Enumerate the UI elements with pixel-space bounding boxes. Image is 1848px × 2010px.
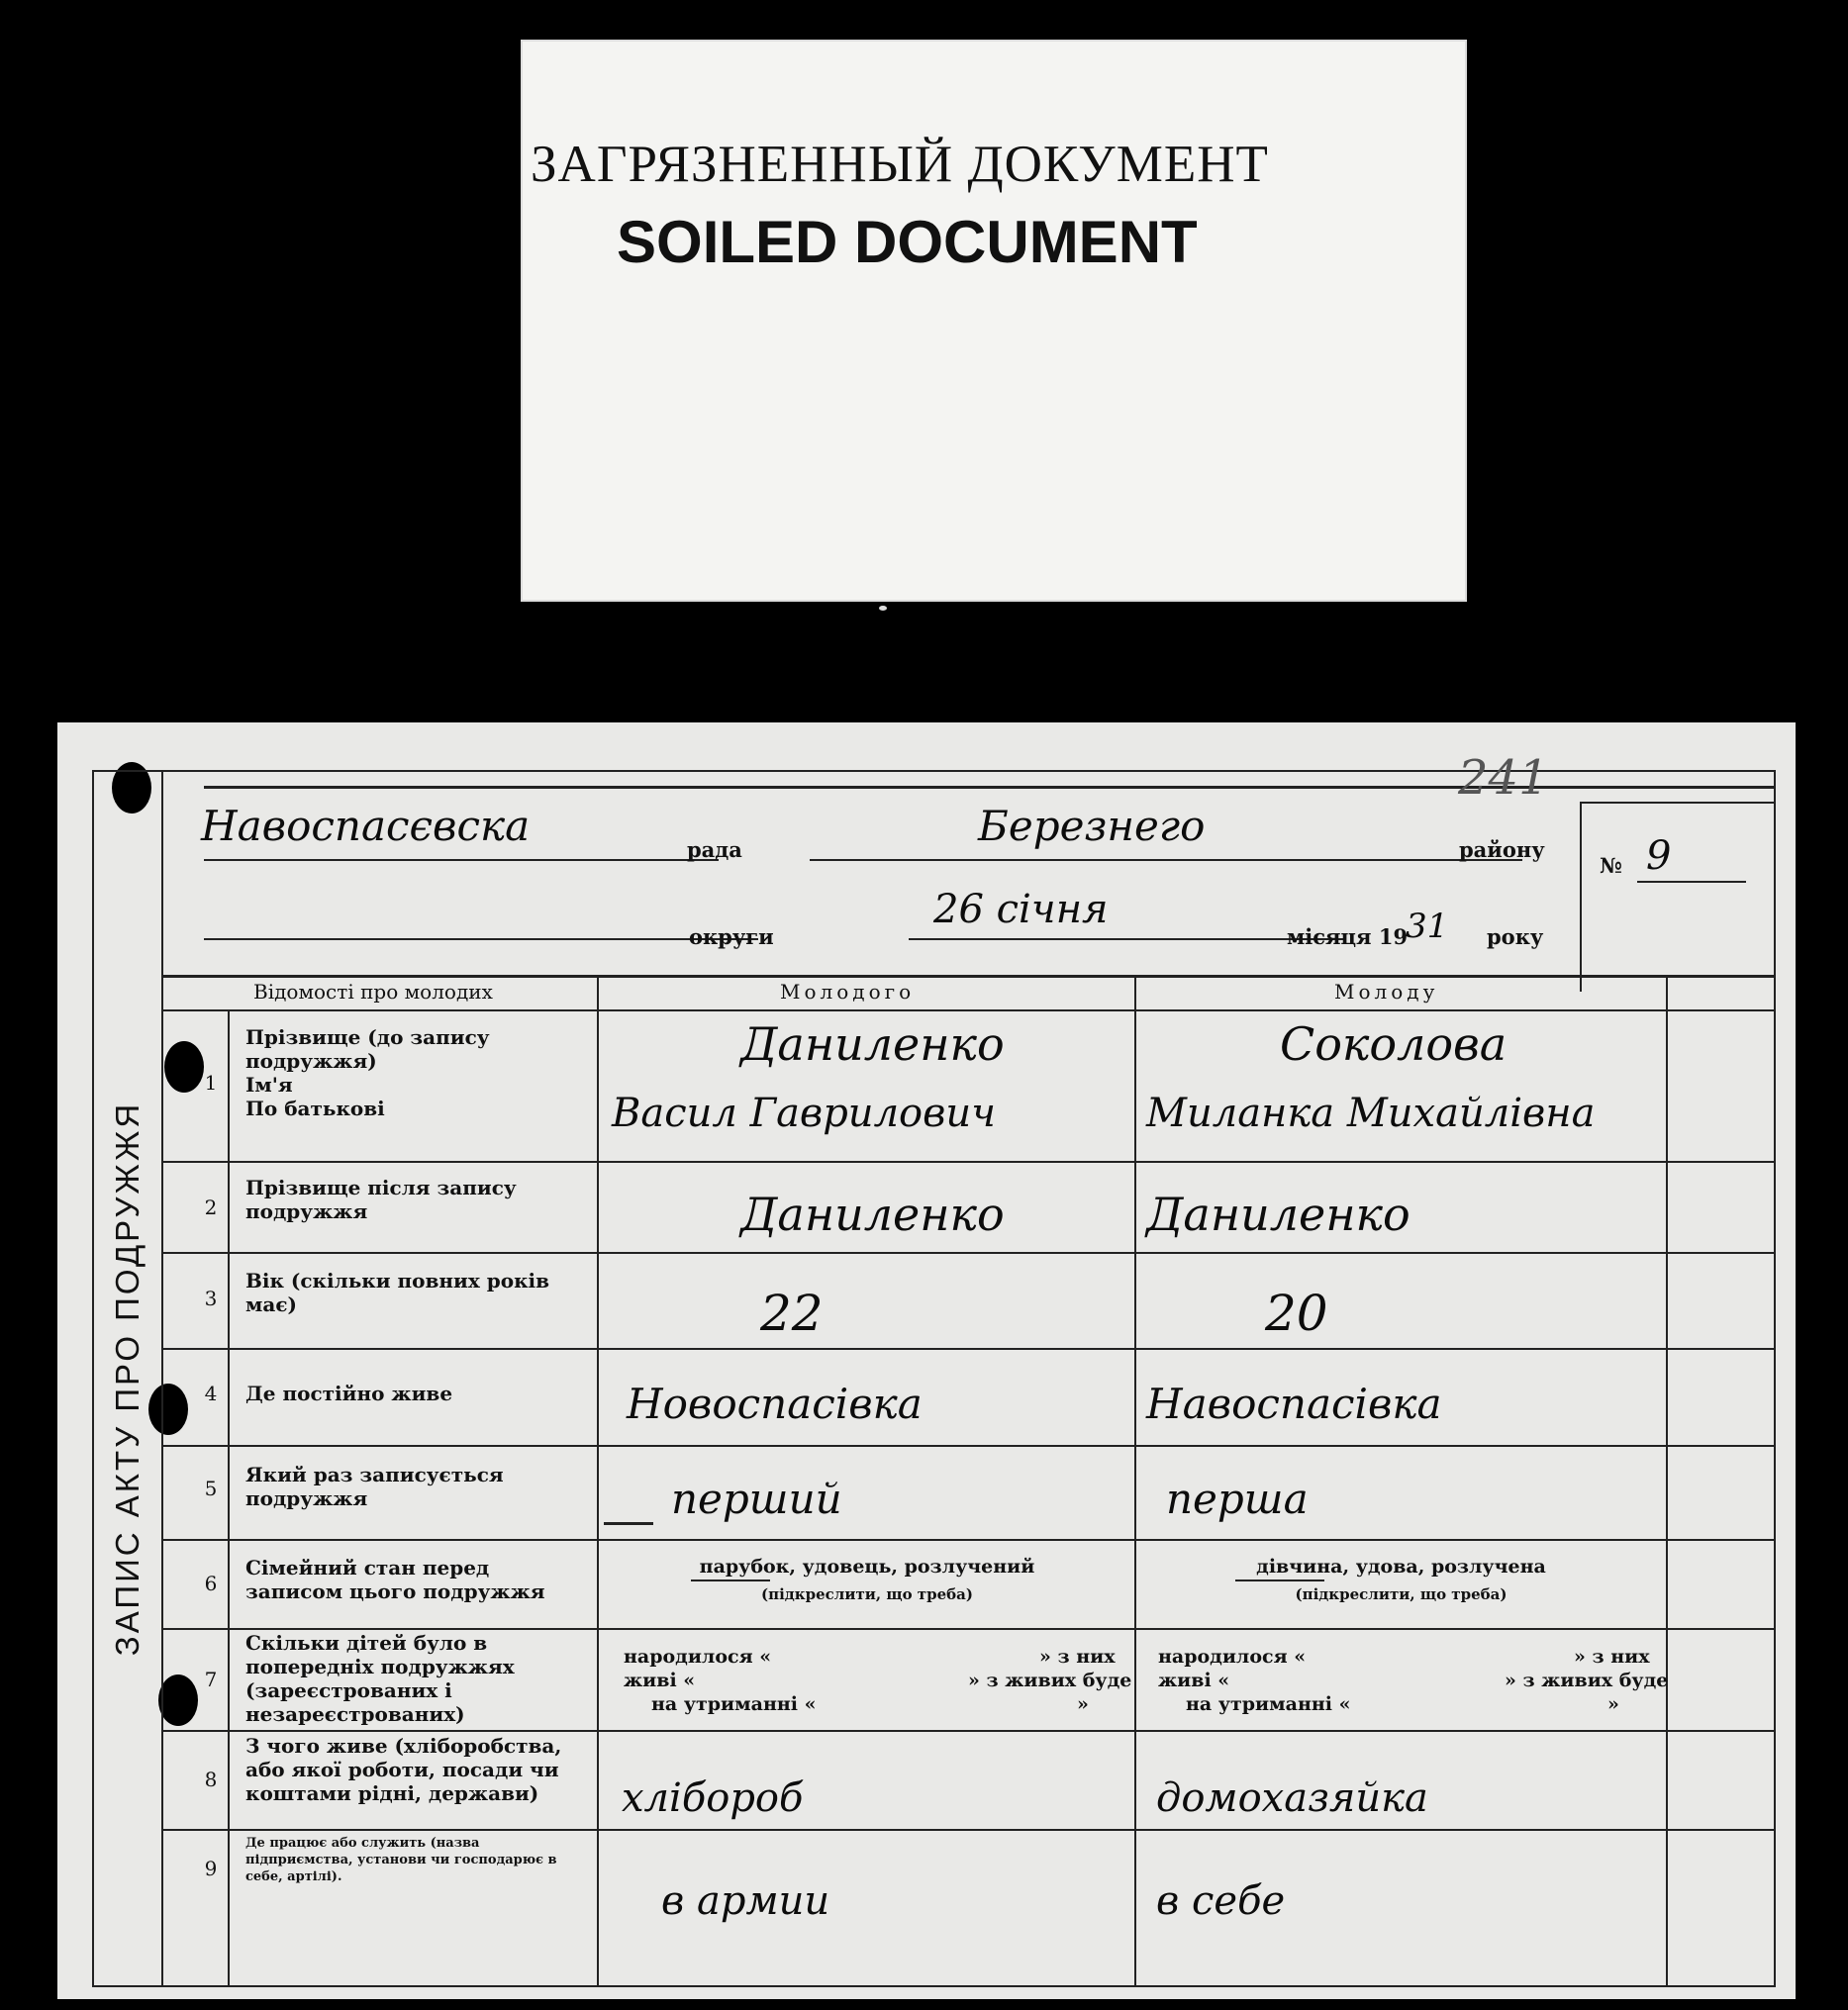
row-rule xyxy=(163,1628,1776,1630)
row-rule xyxy=(163,1829,1776,1831)
row-rule xyxy=(163,1730,1776,1732)
date-value: 26 січня xyxy=(933,887,1109,932)
number-box-left xyxy=(1580,802,1582,992)
row-number: 9 xyxy=(204,1857,218,1880)
bride-occupation: домохазяйка xyxy=(1156,1775,1428,1821)
groom-kids-dependent-suffix: » xyxy=(1077,1693,1089,1715)
month-label: місяця 19 xyxy=(1287,924,1409,949)
row-rule xyxy=(163,1009,1776,1011)
raion-underline xyxy=(810,859,1522,861)
row-rule xyxy=(163,1348,1776,1350)
groom-residence: Новоспасівка xyxy=(627,1380,923,1428)
side-title-column xyxy=(92,770,163,1987)
raion-value: Березнего xyxy=(978,802,1206,850)
row-label: Скільки дітей було в попередніх подружжях (зареєстрованих і незареєстрованих) xyxy=(245,1631,515,1726)
date-underline xyxy=(909,938,1344,940)
row-rule xyxy=(163,1445,1776,1447)
bride-status-underline xyxy=(1235,1579,1324,1581)
bride-residence: Навоспасівка xyxy=(1146,1380,1442,1428)
groom-occupation: хлібороб xyxy=(622,1775,804,1821)
bride-status-options: дівчина, удова, розлучена xyxy=(1256,1556,1546,1578)
label-english: SOILED DOCUMENT xyxy=(617,209,1198,275)
side-title: ЗАПИС АКТУ ПРО ПОДРУЖЖЯ xyxy=(109,1101,146,1657)
year-label: року xyxy=(1487,924,1544,949)
row-rule xyxy=(163,1252,1776,1254)
row-number: 2 xyxy=(204,1196,218,1219)
bride-marriage-count: перша xyxy=(1166,1475,1309,1523)
bride-kids-alive-label: живі « xyxy=(1158,1670,1230,1691)
groom-surname-before: Даниленко xyxy=(740,1017,1005,1071)
groom-surname-after: Даниленко xyxy=(740,1188,1005,1241)
label-col-divider xyxy=(597,975,599,1987)
row-number: 1 xyxy=(204,1071,218,1095)
row-number: 6 xyxy=(204,1572,218,1595)
row-number: 3 xyxy=(204,1287,218,1310)
groom-kids-dependent-label: на утриманні « xyxy=(651,1693,817,1715)
label-russian: ЗАГРЯЗНЕННЫЙ ДОКУМЕНТ xyxy=(531,136,1269,193)
bride-surname-after: Даниленко xyxy=(1146,1188,1410,1241)
groom-kids-alive-suffix: » з живих буде xyxy=(968,1670,1132,1691)
rada-value: Навоспасєвска xyxy=(201,802,531,850)
row-label: Прізвище після запису подружжя xyxy=(245,1176,517,1223)
row-label: З чого живе (хліборобства, або якої роботи, посади чи коштами рідні, держави) xyxy=(245,1734,562,1805)
row-label: Де постійно живе xyxy=(245,1382,453,1405)
groom-status-underline xyxy=(691,1579,770,1581)
row-number: 5 xyxy=(204,1477,218,1500)
bride-col-divider xyxy=(1666,975,1668,1987)
rada-underline xyxy=(204,859,719,861)
rada-label: рада xyxy=(687,837,742,862)
row-number: 4 xyxy=(204,1382,218,1405)
groom-marriage-count: перший xyxy=(671,1475,842,1523)
number-underline xyxy=(1637,881,1746,883)
groom-status-hint: (підкреслити, що треба) xyxy=(761,1585,973,1603)
groom-name-patronymic: Васил Гаврилович xyxy=(612,1091,997,1136)
bride-surname-before: Соколова xyxy=(1280,1017,1508,1071)
table-top-rule xyxy=(163,975,1776,978)
bride-kids-born-suffix: » з них xyxy=(1574,1646,1650,1668)
row-number: 8 xyxy=(204,1768,218,1791)
okrug-underline xyxy=(204,938,758,940)
dust-speck xyxy=(879,606,887,611)
number-label: № xyxy=(1600,853,1622,878)
bride-workplace: в себе xyxy=(1156,1878,1286,1924)
okrug-label: округи xyxy=(689,924,774,949)
bride-kids-dependent-suffix: » xyxy=(1607,1693,1619,1715)
number-value: 9 xyxy=(1646,833,1672,879)
row-label: Прізвище (до запису подружжя) Ім'я По батькові xyxy=(245,1025,490,1120)
row-label: Сімейний стан перед записом цього подружжя xyxy=(245,1556,545,1603)
groom-col-divider xyxy=(1134,975,1136,1987)
bride-kids-dependent-label: на утриманні « xyxy=(1186,1693,1351,1715)
row-rule xyxy=(163,1161,1776,1163)
bride-kids-alive-suffix: » з живих буде xyxy=(1505,1670,1669,1691)
year-value: 31 xyxy=(1406,907,1449,946)
groom-kids-born-suffix: » з них xyxy=(1039,1646,1116,1668)
groom-workplace: в армии xyxy=(661,1878,830,1924)
bride-kids-born-label: народилося « xyxy=(1158,1646,1307,1668)
dash-mark xyxy=(604,1522,653,1525)
groom-age: 22 xyxy=(760,1285,824,1342)
archive-number: 241 xyxy=(1458,750,1549,806)
column-groom: Молодого xyxy=(780,980,916,1004)
raion-label: району xyxy=(1459,837,1545,862)
bride-status-hint: (підкреслити, що треба) xyxy=(1295,1585,1508,1603)
num-col-divider xyxy=(228,1009,230,1987)
groom-status-options: парубок, удовець, розлучений xyxy=(699,1556,1035,1578)
bride-name-patronymic: Миланка Михайлівна xyxy=(1146,1091,1596,1136)
bride-age: 20 xyxy=(1265,1285,1328,1342)
row-label: Вік (скільки повних років має) xyxy=(245,1269,550,1316)
row-rule xyxy=(163,1539,1776,1541)
number-box-top xyxy=(1580,802,1776,804)
soiled-document-label xyxy=(521,40,1467,602)
groom-kids-born-label: народилося « xyxy=(624,1646,772,1668)
row-label: Де працює або служить (назва підприємства, установи чи господарює в себе, артілі). xyxy=(245,1836,557,1884)
marriage-record-form xyxy=(57,722,1796,1999)
row-label: Який раз записується подружжя xyxy=(245,1463,504,1510)
groom-kids-alive-label: живі « xyxy=(624,1670,696,1691)
column-info: Відомості про молодих xyxy=(253,980,493,1004)
row-number: 7 xyxy=(204,1668,218,1691)
column-bride: Молоду xyxy=(1334,980,1439,1004)
